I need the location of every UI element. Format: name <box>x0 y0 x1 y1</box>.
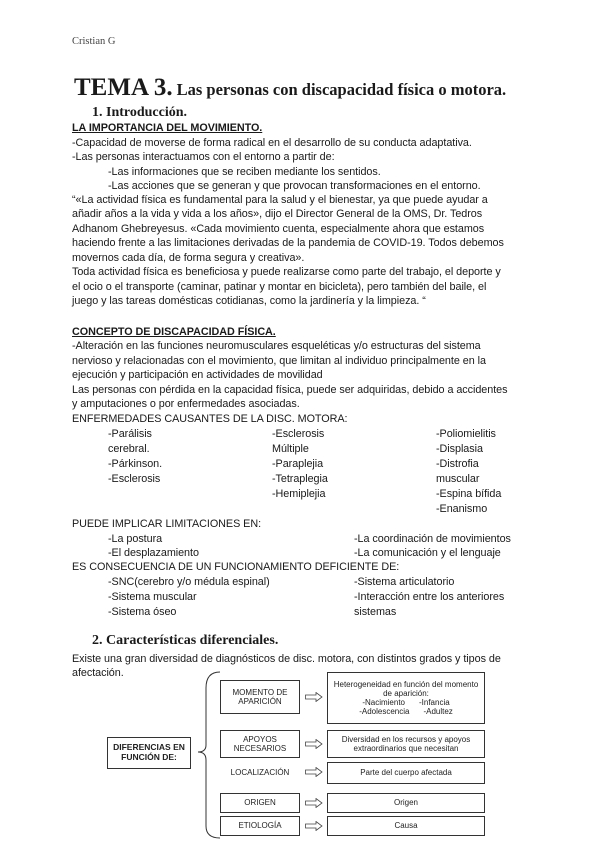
title-number: TEMA 3. <box>74 74 173 101</box>
arrow-icon <box>305 821 323 831</box>
section2-line: afectación. <box>72 667 124 679</box>
diagram-result-box <box>327 672 485 724</box>
section2-heading: 2. Características diferenciales. <box>92 633 279 648</box>
result-text: Heterogeneidad en función del momento de aparición: <box>333 679 479 698</box>
result-item: -Nacimiento <box>362 698 405 707</box>
disease-item: -Distrofia <box>436 458 479 470</box>
diagram-result-box: Parte del cuerpo afectada <box>327 762 485 784</box>
consequence-item: -Sistema muscular <box>108 591 197 603</box>
paragraph-line: añadir años a la vida y vida a los años», dijo el Director General de la OMS, Dr. Tedros <box>72 208 483 220</box>
arrow-icon <box>305 798 323 808</box>
paragraph-line: -Capacidad de moverse de forma radical en el desarrollo de su conducta adaptativa. <box>72 137 472 149</box>
disease-item: -Parálisis <box>108 428 152 440</box>
paragraph-line: -Las acciones que se generan y que provocan transformaciones en el entorno. <box>108 180 481 192</box>
section1-heading: 1. Introducción. <box>92 105 188 120</box>
concept-line: Las personas con pérdida en la capacidad física, puede ser adquiridas, debido a accidentes <box>72 384 508 396</box>
limitation-item: -La postura <box>108 533 163 545</box>
arrow-icon <box>305 692 323 702</box>
limitation-item: -La comunicación y el lenguaje <box>354 547 501 559</box>
paragraph-line: movernos cada día, de forma segura y creativa». <box>72 252 305 264</box>
concept-heading: CONCEPTO DE DISCAPACIDAD FÍSICA. <box>72 326 276 338</box>
paragraph-line: “«La actividad física es fundamental para la salud y el bienestar, ya que puede ayudar a <box>72 194 488 206</box>
arrow-icon <box>305 767 323 777</box>
diseases-heading: ENFERMEDADES CAUSANTES DE LA DISC. MOTORA: <box>72 413 348 425</box>
consequence-item: -SNC(cerebro y/o médula espinal) <box>108 576 270 588</box>
consequence-heading: ES CONSECUENCIA DE UN FUNCIONAMIENTO DEFICIENTE DE: <box>72 561 400 573</box>
section2-line: Existe una gran diversidad de diagnósticos de disc. motora, con distintos grados y tipos de <box>72 653 501 665</box>
concept-line: ejecución y participación en actividades de movilidad <box>72 369 323 381</box>
disease-item: -Esclerosis <box>272 428 325 440</box>
limitation-item: -El desplazamiento <box>108 547 199 559</box>
concept-line: -Alteración en las funciones neuromusculares esqueléticas y/o estructuras del sistema <box>72 340 481 352</box>
diagram-result-box: Causa <box>327 816 485 836</box>
result-item: -Adolescencia <box>359 707 410 717</box>
consequence-item: -Sistema óseo <box>108 606 177 618</box>
diagram-label-box: MOMENTO DE APARICIÓN <box>220 680 300 714</box>
paragraph-line: haciendo frente a las limitaciones derivadas de la pandemia de COVID-19. Todos debemos <box>72 237 504 249</box>
title-subtitle: Las personas con discapacidad física o motora. <box>176 80 507 99</box>
disease-item: -Enanismo <box>436 503 488 515</box>
consequence-item: -Sistema articulatorio <box>354 576 455 588</box>
diagram-root-box: DIFERENCIAS EN FUNCIÓN DE: <box>107 737 191 769</box>
disease-item: Múltiple <box>272 443 309 455</box>
disease-item: -Párkinson. <box>108 458 163 470</box>
consequence-item: sistemas <box>354 606 397 618</box>
limitations-heading: PUEDE IMPLICAR LIMITACIONES EN: <box>72 518 262 530</box>
paragraph-line: -Las personas interactuamos con el entorno a partir de: <box>72 151 335 163</box>
paragraph-line: el ocio o el transporte (caminar, patinar y montar en bicicleta), pero también del baile, el <box>72 281 487 293</box>
diagram-label-box: ETIOLOGÍA <box>220 816 300 836</box>
arrow-icon <box>305 739 323 749</box>
diagram-label-box: APOYOS NECESARIOS <box>220 730 300 758</box>
concept-line: nervioso y relacionadas con el movimiento, que limitan al individuo principalmente en la <box>72 355 486 367</box>
result-item: -Infancia <box>419 698 450 707</box>
paragraph-line: juego y las tareas domésticas cotidianas, como la jardinería y la limpieza. “ <box>72 295 426 307</box>
disease-item: -Tetraplegia <box>272 473 328 485</box>
diagram-label-box: LOCALIZACIÓN <box>230 768 290 778</box>
limitation-item: -La coordinación de movimientos <box>354 533 511 545</box>
diagram-label-box: ORIGEN <box>220 793 300 813</box>
disease-item: -Poliomielitis <box>436 428 496 440</box>
disease-item: -Espina bífida <box>436 488 502 500</box>
author-name: Cristian G <box>72 36 116 47</box>
importance-heading: LA IMPORTANCIA DEL MOVIMIENTO. <box>72 122 263 134</box>
concept-line: y amputaciones o por enfermedades asociadas. <box>72 398 300 410</box>
paragraph-line: Adhanom Ghebreyesus. «Cada movimiento cuenta, especialmente ahora que estamos <box>72 223 485 235</box>
diagram-result-box: Diversidad en los recursos y apoyos extraordinarios que necesitan <box>327 730 485 758</box>
consequence-item: -Interacción entre los anteriores <box>354 591 505 603</box>
disease-item: -Paraplejia <box>272 458 324 470</box>
disease-item: -Esclerosis <box>108 473 161 485</box>
paragraph-line: -Las informaciones que se reciben mediante los sentidos. <box>108 166 381 178</box>
diagram-result-box: Origen <box>327 793 485 813</box>
disease-item: muscular <box>436 473 480 485</box>
disease-item: -Displasia <box>436 443 483 455</box>
disease-item: -Hemiplejia <box>272 488 326 500</box>
disease-item: cerebral. <box>108 443 150 455</box>
paragraph-line: Toda actividad física es beneficiosa y puede realizarse como parte del trabajo, el deporte y <box>72 266 501 278</box>
result-item: -Adultez <box>423 707 453 717</box>
